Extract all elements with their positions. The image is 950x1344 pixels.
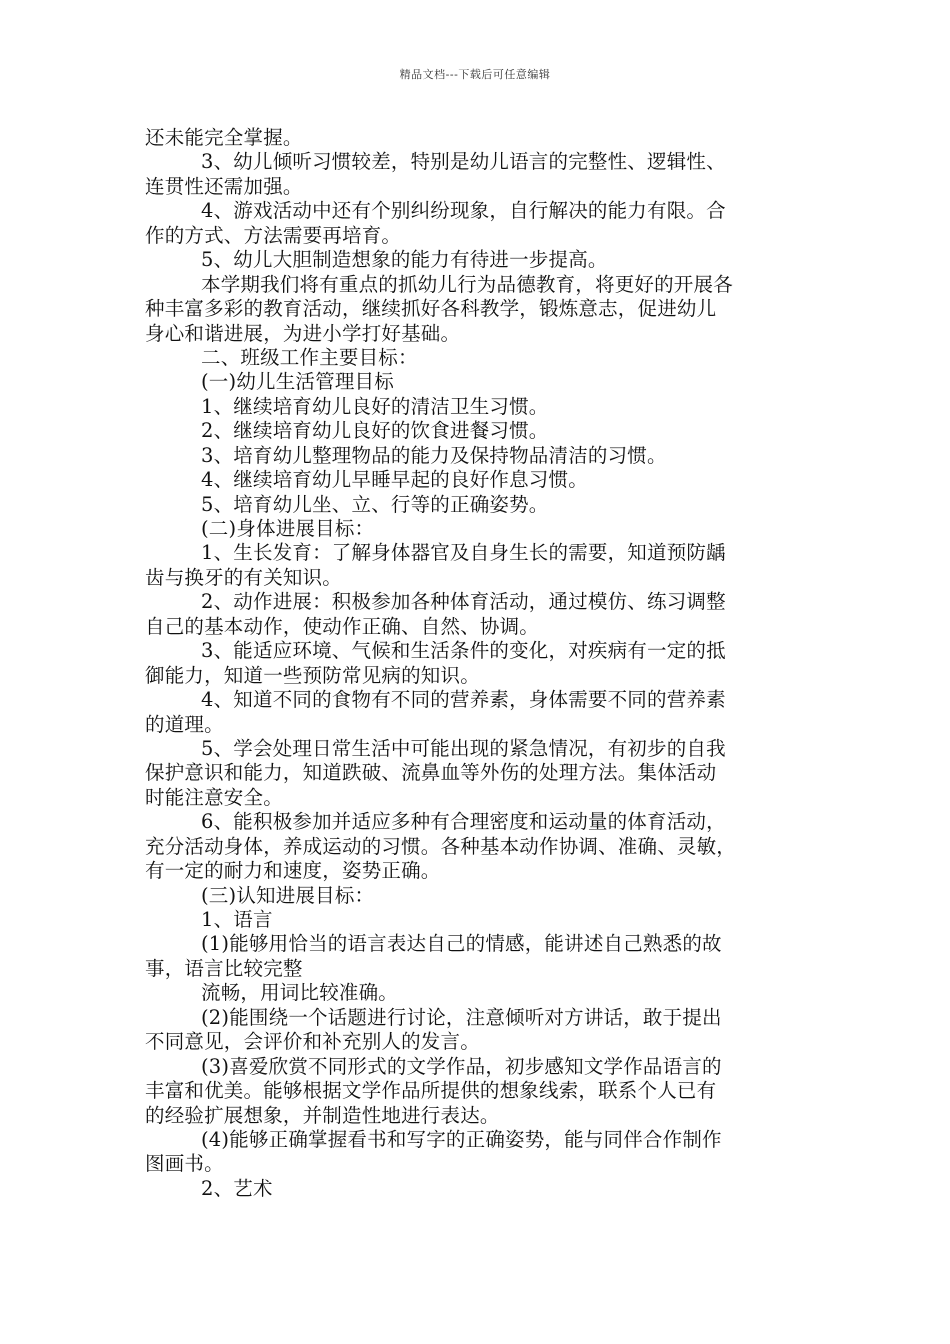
text-line: 图画书。 [145, 1152, 224, 1176]
text-line: 2、动作进展：积极参加各种体育活动，通过模仿、练习调整 [201, 590, 726, 614]
text-line: 5、学会处理日常生活中可能出现的紧急情况，有初步的自我 [201, 736, 726, 760]
text-line: 事，语言比较完整 [145, 956, 303, 980]
text-line: (4)能够正确掌握看书和写字的正确姿势，能与同伴合作制作 [201, 1127, 722, 1151]
text-line: 齿与换牙的有关知识。 [145, 565, 343, 589]
text-line: 5、幼儿大胆制造想象的能力有待进一步提高。 [201, 248, 608, 272]
text-line: (三)认知进展目标： [201, 883, 375, 907]
text-line: 充分活动身体，养成运动的习惯。各种基本动作协调、准确、灵敏， [145, 834, 737, 858]
text-line: 1、继续培育幼儿良好的清洁卫生习惯。 [201, 394, 549, 418]
text-line: 1、生长发育：了解身体器官及自身生长的需要，知道预防龋 [201, 541, 726, 565]
text-line: 时能注意安全。 [145, 785, 283, 809]
text-line: 自己的基本动作，使动作正确、自然、协调。 [145, 614, 540, 638]
text-line: 还未能完全掌握。 [145, 126, 303, 149]
text-line: 5、培育幼儿坐、立、行等的正确姿势。 [201, 492, 549, 516]
text-line: 的道理。 [145, 712, 224, 736]
text-line: 2、艺术 [201, 1176, 273, 1200]
text-line: (3)喜爱欣赏不同形式的文学作品，初步感知文学作品语言的 [201, 1054, 722, 1078]
text-line: 有一定的耐力和速度，姿势正确。 [145, 859, 441, 883]
text-line: (一)幼儿生活管理目标 [201, 370, 394, 394]
text-line: (1)能够用恰当的语言表达自己的情感，能讲述自己熟悉的故 [201, 932, 722, 956]
text-line: 4、游戏活动中还有个别纠纷现象，自行解决的能力有限。合 [201, 199, 726, 223]
document-body [145, 126, 815, 1201]
text-line: 连贯性还需加强。 [145, 174, 303, 198]
text-line: (2)能围绕一个话题进行讨论，注意倾听对方讲话，敢于提出 [201, 1005, 722, 1029]
text-line: 作的方式、方法需要再培育。 [145, 223, 402, 247]
text-line: 身心和谐进展，为进小学打好基础。 [145, 321, 461, 345]
text-line: 3、培育幼儿整理物品的能力及保持物品清洁的习惯。 [201, 443, 667, 467]
text-line: 4、知道不同的食物有不同的营养素，身体需要不同的营养素 [201, 688, 726, 712]
text-line: 二、班级工作主要目标： [201, 345, 418, 369]
text-line: 的经验扩展想象，并制造性地进行表达。 [145, 1103, 500, 1127]
text-line: 流畅，用词比较准确。 [201, 981, 399, 1005]
text-line: 1、语言 [201, 908, 273, 931]
text-line: 4、继续培育幼儿早睡早起的良好作息习惯。 [201, 468, 588, 492]
text-line: 保护意识和能力，知道跌破、流鼻血等外伤的处理方法。集体活动 [145, 761, 717, 785]
text-line: 种丰富多彩的教育活动，继续抓好各科教学，锻炼意志，促进幼儿 [145, 297, 717, 321]
text-line: 御能力，知道一些预防常见病的知识。 [145, 663, 480, 687]
text-line: 3、能适应环境、气候和生活条件的变化，对疾病有一定的抵 [201, 639, 726, 663]
text-line: 丰富和优美。能够根据文学作品所提供的想象线索，联系个人已有 [145, 1079, 717, 1103]
text-line: 2、继续培育幼儿良好的饮食进餐习惯。 [201, 419, 549, 443]
text-line: 6、能积极参加并适应多种有合理密度和运动量的体育活动， [201, 810, 726, 834]
text-line: (二)身体进展目标： [201, 517, 375, 540]
text-line: 本学期我们将有重点的抓幼儿行为品德教育，将更好的开展各 [201, 272, 733, 296]
page-header: 精品文档---下载后可任意编辑 [399, 68, 551, 81]
text-line: 3、幼儿倾听习惯较差，特别是幼儿语言的完整性、逻辑性、 [201, 150, 726, 174]
text-line: 不同意见，会评价和补充别人的发言。 [145, 1030, 480, 1054]
